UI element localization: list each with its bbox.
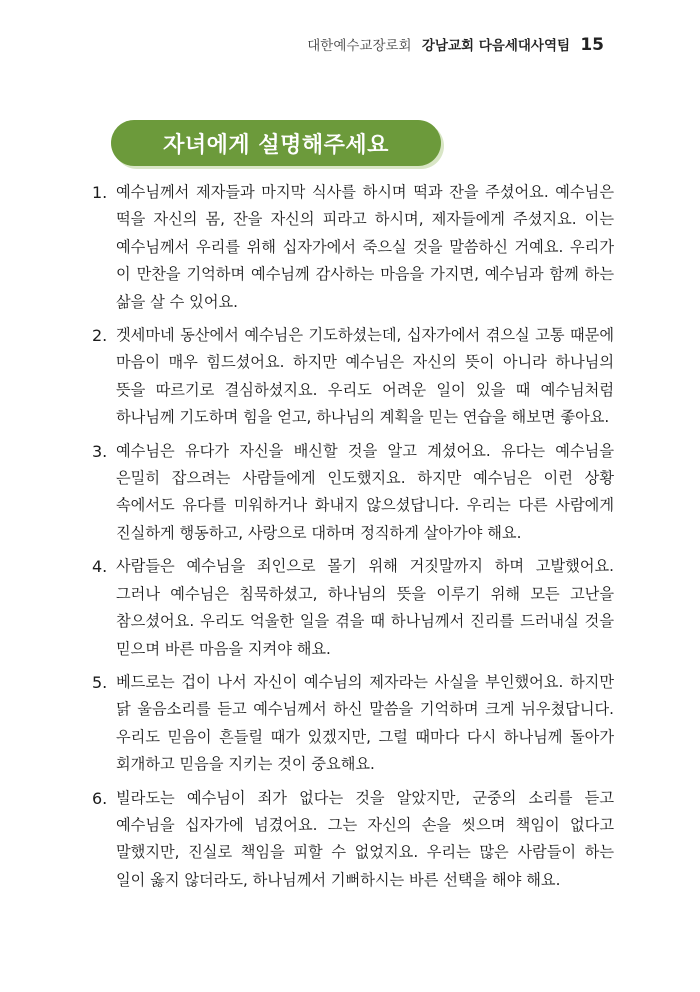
list-item-4 <box>92 553 614 663</box>
list-item-2 <box>92 322 614 432</box>
title-banner <box>111 120 441 166</box>
church-org-name: 대한예수교장로회 <box>307 38 412 54</box>
item-number: 6. <box>92 788 108 808</box>
list-item-6 <box>92 785 614 895</box>
list-item-3 <box>92 438 614 548</box>
item-number: 3. <box>92 441 108 461</box>
item-text: 예수님께서 제자들과 마지막 식사를 하시며 떡과 잔을 주셨어요. 예수님은 떡을 자신의 몸, 잔을 자신의 피라고 하시며, 제자들에게 주셨지요. 이는 예수님께서 우리를 위해 십자가에서 죽으실 것을 말씀하신 거예요. 우리가 이 만찬을 기억하며 예수님께 감사하는 마음을 가지면, 예수님과 함께 하는 삶을 살 수 있어요. <box>116 183 614 311</box>
item-number: 5. <box>92 672 108 692</box>
item-text: 예수님은 유다가 자신을 배신할 것을 알고 계셨어요. 유다는 예수님을 은밀히 잡으려는 사람들에게 인도했지요. 하지만 예수님은 이런 상황 속에서도 유다를 미워하거나 화내지 않으셨답니다. 우리는 다른 사람에게 진실하게 행동하고, 사랑으로 대하며 정직하게 살아가야 해요. <box>116 441 614 542</box>
item-text: 빌라도는 예수님이 죄가 없다는 것을 알았지만, 군중의 소리를 듣고 예수님을 십자가에 넘겼어요. 그는 자신의 손을 씻으며 책임이 없다고 말했지만, 진실로 책임을 피할 수 없었지요. 우리는 많은 사람들이 하는 일이 옳지 않더라도, 하나님께서 기뻐하시는 바른 선택을 해야 해요. <box>116 788 614 889</box>
list-item-5 <box>92 669 614 779</box>
item-text: 사람들은 예수님을 죄인으로 몰기 위해 거짓말까지 하며 고발했어요. 그러나 예수님은 침묵하셨고, 하나님의 뜻을 이루기 위해 모든 고난을 참으셨어요. 우리도 억울한 일을 겪을 때 하나님께서 진리를 드러내실 것을 믿으며 바른 마음을 지켜야 해요. <box>116 557 614 658</box>
item-text: 베드로는 겁이 나서 자신이 예수님의 제자라는 사실을 부인했어요. 하지만 닭 울음소리를 듣고 예수님께서 하신 말씀을 기억하며 크게 뉘우쳤답니다. 우리도 믿음이 흔들릴 때가 있겠지만, 그럴 때마다 다시 하나님께 돌아가 회개하고 믿음을 지키는 것이 중요해요. <box>116 672 614 774</box>
list-item-1 <box>92 179 614 316</box>
page-header <box>307 34 604 55</box>
item-text: 겟세마네 동산에서 예수님은 기도하셨는데, 십자가에서 겪으실 고통 때문에 마음이 매우 힘드셨어요. 하지만 예수님은 자신의 뜻이 아니라 하나님의 뜻을 따르기로 결심하셨지요. 우리도 어려운 일이 있을 때 예수님처럼 하나님께 기도하며 힘을 얻고, 하나님의 계획을 믿는 연습을 해보면 좋아요. <box>116 326 614 427</box>
item-number: 1. <box>92 183 108 202</box>
item-number: 2. <box>92 326 108 346</box>
item-number: 4. <box>92 557 108 577</box>
explanation-list <box>92 179 614 900</box>
team-name: 강남교회 다음세대사역팀 <box>421 38 571 54</box>
page-number: 15 <box>580 35 604 55</box>
section-title: 자녀에게 설명해주세요 <box>163 132 389 158</box>
